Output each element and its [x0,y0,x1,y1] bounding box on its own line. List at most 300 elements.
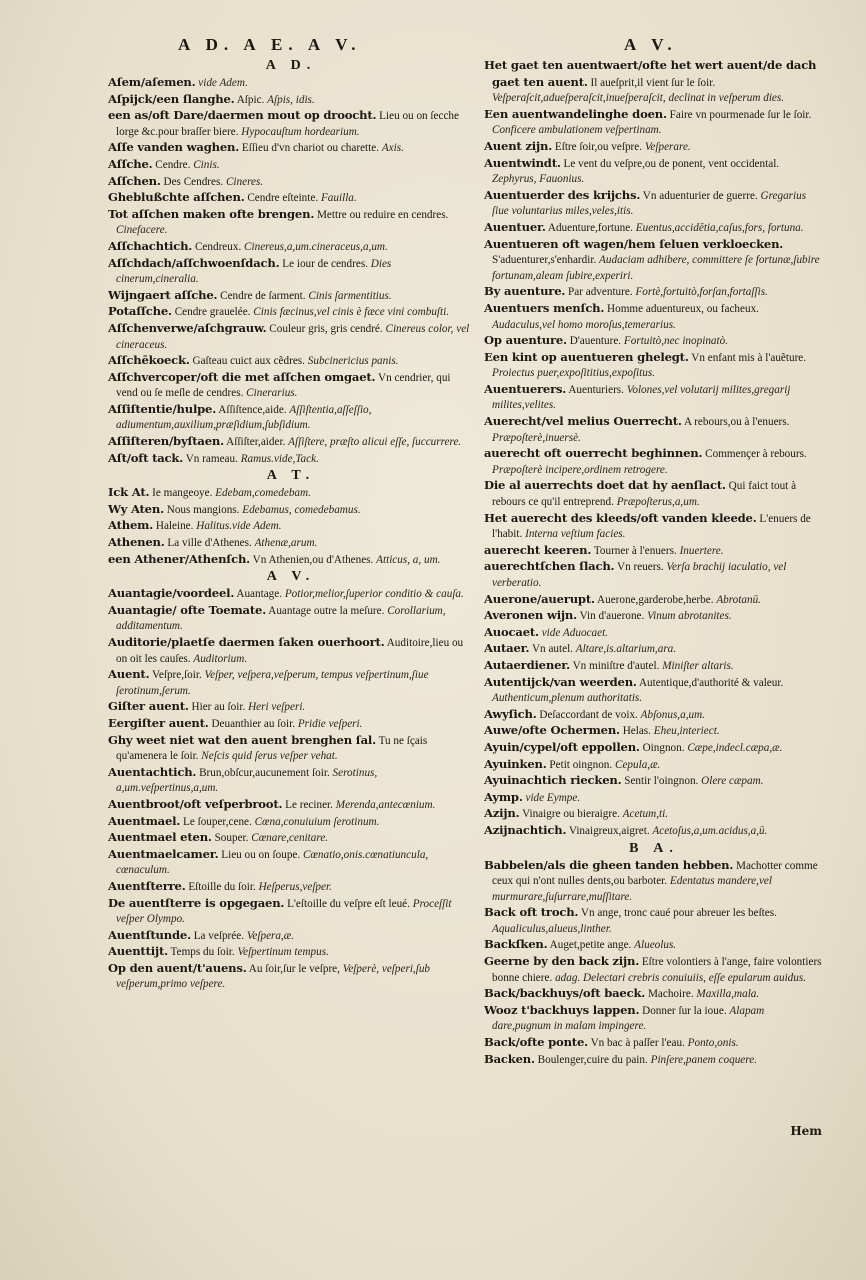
entry-headword: Back/backhuys/oft baeck. [484,986,646,1001]
entry-latin: Præpoſterè,inuersè. [492,431,581,444]
entry-latin: Verſa brachij iaculatio, vel verberatio. [492,561,787,589]
dictionary-entry [484,333,824,350]
dictionary-entry [108,518,474,535]
entry-french: Auantage. [236,588,283,601]
entry-latin: Pridie veſperi. [297,717,363,730]
entry-headword: Auentachtich. [108,764,197,779]
entry-french: Lieu ou on ſecche lorge &c.pour braſſer biere. [116,110,459,138]
entry-headword: Auwe/ofte Ochermen. [484,723,620,738]
dictionary-entry [484,905,824,937]
dictionary-entry [484,625,824,642]
entry-french: Gaſteau cuict aux cẽdres. [192,355,305,368]
entry-latin: Atticus, a, um. [376,553,441,566]
entry-french: Auenturiers. [568,383,624,396]
entry-latin: Aſſiſtentia,aſſeſſio, adiumentum,auxilium,præſidium,ſubſidium. [116,403,372,432]
entry-french: Vn rameau. [185,452,238,465]
dictionary-entry [108,239,474,256]
dictionary-entry [108,928,474,945]
entry-latin: Cinefacere. [116,224,168,237]
entry-latin: Cæpe,indecl.cæpa,æ. [687,741,783,754]
entry-french: Tu ne ſçais qu'amenera le ſoir. [116,734,428,763]
entry-latin: Veſperè, veſperi,ſub veſperum,primo veſpere. [116,962,431,991]
entry-headword: Aſſchenverwe/aſchgrauw. [108,320,267,335]
dictionary-entry [108,502,474,519]
dictionary-entry [108,92,474,109]
dictionary-entry [108,552,474,569]
entry-french: Nous mangions. [166,503,240,516]
entry-latin: Cinis. [193,158,220,171]
entry-headword: Auocaet. [484,624,539,639]
dictionary-entry [108,961,474,993]
dictionary-entry [108,944,474,961]
entry-headword: Auentuerder des krijchs. [484,187,641,202]
entry-headword: Potaſſche. [108,304,172,319]
entry-latin: Veſper, veſpera,veſperum, tempus veſpertinum,ſiue ſerotinum,ſerum. [116,669,429,697]
entry-headword: Auentwindt. [484,155,561,170]
entry-french: Vn ange, tronc caué pour abreuer les beſtes. [580,907,777,920]
entry-headword: Auentſtunde. [108,927,191,942]
entry-latin: Cinerarius. [246,387,298,400]
entry-latin: Audaculus,vel homo moroſus,temerarius. [492,318,676,331]
entry-french: Ie mangeoye. [152,487,213,500]
dictionary-entry [484,220,824,237]
entry-french: Petit oingnon. [549,758,613,771]
dictionary-entry [108,699,474,716]
entry-french: Autentique,d'authorité & valeur. [638,676,784,689]
entry-headword: Ayuin/cypel/oft eppollen. [484,739,640,754]
dictionary-entry [108,814,474,831]
entry-french: Le vent du veſpre,ou de ponent, vent occidental. [563,157,780,170]
entry-headword: Autaer. [484,641,530,656]
dictionary-entry [108,603,474,635]
entry-french: Cendreux. [194,240,242,253]
entry-headword: Aſpijck/een ſlanghe. [108,91,235,106]
entry-french: Par adventure. [568,286,633,299]
entry-latin: Authenticum,plenum authoritatis. [492,692,643,705]
dictionary-entry [484,1052,824,1069]
entry-headword: Aſem/aſemen. [108,75,196,89]
entry-headword: Die al auerrechts doet dat hy aenſlact. [484,478,726,493]
dictionary-entry [484,658,824,675]
entry-headword: Auditorie/plaetſe daermen ſaken ouerhoort. [108,635,385,649]
dictionary-entry [484,937,824,954]
entry-latin: Alueolus. [634,939,677,952]
dictionary-entry [484,1003,824,1035]
entry-latin: Vinum abrotanites. [647,610,732,623]
entry-headword: auerechtſchen ſlach. [484,559,615,574]
entry-french: Tourner à l'enuers. [593,544,677,557]
entry-latin: Edebam,comedebam. [215,487,311,500]
entry-headword: Backſken. [484,937,548,952]
entry-latin: Aqualiculus,alueus,linther. [492,922,612,935]
entry-latin: Conficere ambulationem veſpertinam. [492,124,662,137]
dictionary-entry [484,301,824,333]
entry-latin: Præpoſterè incipere,ordinem retrogere. [492,463,668,476]
entry-french: Homme aduentureux, ou facheux. [607,302,759,315]
right-running-header: A V. [624,35,678,54]
dictionary-entry [484,446,824,478]
entry-latin: Cœna,conuiuium ſerotinum. [254,815,380,828]
dictionary-entry [108,635,474,667]
entry-headword: een Athener/Athenſch. [108,551,251,566]
entry-french: Auget,petite ange. [549,939,632,952]
entry-french: Souper. [214,832,249,845]
dictionary-entry [484,806,824,823]
entry-headword: Eergiſter auent. [108,715,209,730]
entry-french: D'auenture. [569,335,622,348]
entry-french: Auerone,garderobe,herbe. [597,593,714,606]
dictionary-entry [484,723,824,740]
entry-headword: Het gaet ten auentwaert/ofte het wert auent/de dach gaet ten auent. [484,58,817,89]
entry-latin: Aſpis, idis. [267,93,315,106]
entry-french: Haleine. [155,520,194,533]
entry-headword: Babbelen/als die gheen tanden hebben. [484,857,734,872]
entry-latin: Hypocauſtum hordearium. [241,125,360,138]
entry-latin: Maxilla,mala. [696,988,760,1001]
entry-headword: Wy Aten. [108,501,164,516]
entry-latin: Altare,is.altarium,ara. [575,643,677,656]
entry-headword: auerecht keeren. [484,542,592,557]
entry-french: Vn Athenien,ou d'Athenes. [252,553,374,566]
dictionary-entry [108,896,474,928]
dictionary-entry [484,284,824,301]
dictionary-entry [108,765,474,797]
entry-headword: Het auerecht des kleeds/oft vanden kleede. [484,510,757,525]
entry-latin: Edentatus mandere,vel murmurare,ſuſurrare,muſſitare. [492,875,772,903]
entry-french: Temps du ſoir. [170,946,235,959]
entry-french: Deſaccordant de voix. [539,708,638,721]
entry-french: Cendre grauelée. [174,306,251,319]
entry-french: Cendre eſteinte. [247,192,319,205]
section-heading: A D. [265,58,317,73]
entry-latin: Merenda,antecœnium. [335,798,436,811]
entry-headword: By auenture. [484,284,566,299]
dictionary-entry [484,414,824,446]
entry-french: Eſſieu d'vn chariot ou charette. [241,142,380,155]
entry-french: L'enuers de l'habit. [492,512,811,541]
dictionary-entry [484,543,824,560]
entry-headword: Aſſchen. [108,173,161,188]
dictionary-entry [484,641,824,658]
entry-headword: Azijnachtich. [484,822,567,837]
entry-latin: Cœnare,cenitare. [251,832,329,845]
entry-latin: Gregarius ſiue voluntarius miles,veles,itis. [492,189,807,218]
entry-latin: Halitus.vide Adem. [196,520,282,533]
right-column-body [484,58,824,840]
entry-latin: Cinis ſarmentitius. [308,289,392,302]
dictionary-entry [484,592,824,609]
entry-french: Le reciner. [285,798,333,811]
entry-french: Cendre. [155,158,191,171]
dictionary-entry [108,140,474,157]
left-column [108,34,474,1180]
dictionary-entry [108,75,474,92]
entry-latin: Ramus.vide,Tack. [240,452,319,465]
entry-french: Vinaigre ou bieraigre. [522,808,620,821]
entry-headword: Aſſchdach/aſſchwoenſdach. [108,255,280,270]
entry-french: Vn miniſtre d'autel. [572,659,660,672]
entry-latin: adag. Delectari crebris conuiuiis, eſſe epularum auidus. [555,971,807,984]
entry-latin: Edebamus, comedebamus. [242,503,361,516]
entry-french: Aſſiſter,aider. [226,436,286,449]
dictionary-entry [108,157,474,174]
entry-latin: Ponto,onis. [687,1037,739,1050]
entry-french: Cendre de ſarment. [220,289,306,302]
dictionary-entry [484,237,824,285]
entry-latin: Alapam dare,pugnum in malam impingere. [492,1004,765,1033]
entry-headword: Ghy weet niet wat den auent brenghen ſal. [108,732,376,747]
dictionary-entry [484,511,824,543]
entry-french: Aduenture,fortune. [547,221,633,234]
entry-latin: Zephyrus, Fauonius. [492,173,585,186]
dictionary-entry [484,478,824,510]
dictionary-entry [484,188,824,220]
entry-french: Vn cendrier, qui vend ou ſe meſle de cendres. [116,371,451,400]
dictionary-entry [108,667,474,699]
entry-headword: Awyſich. [484,706,537,721]
dictionary-entry [108,370,474,402]
entry-french: Helas. [622,725,651,738]
entry-latin: Potior,melior,ſuperior conditio & cauſa. [284,588,464,601]
entry-latin: Proiectus puer,expoſititius,expoſitus. [492,367,656,380]
entry-latin: Acetum,ti. [622,808,669,821]
entry-latin: Proceſſit veſper Olympo. [116,897,452,926]
entry-headword: Gheblußchte aſſchen. [108,190,245,205]
entry-latin: Cœnatio,onis.cœnatiuncula, cœnaculum. [116,848,429,877]
dictionary-entry [108,288,474,305]
entry-headword: Aſſiſteren/byſtaen. [108,434,224,449]
entry-french: S'aduenturer,s'enhardir. [492,254,597,267]
entry-headword: Auentmaelcamer. [108,846,219,861]
entry-french: Mettre ou reduire en cendres. [316,208,449,221]
dictionary-entry [108,586,474,603]
dictionary-entry [108,535,474,552]
entry-french: Eſtre ſoir,ou veſpre. [554,140,643,153]
entry-headword: Back oft troch. [484,905,579,920]
entry-latin: Pinſere,panem coquere. [650,1053,757,1066]
entry-headword: Aſſche. [108,156,153,171]
entry-french: Vinaigreux,aigret. [568,824,650,837]
entry-headword: Op den auent/t'auens. [108,960,247,975]
entry-french: Vn aduenturier de guerre. [642,189,758,202]
entry-latin: Subcinericius panis. [307,355,399,368]
dictionary-entry [108,830,474,847]
entry-french: Couleur gris, gris cendré. [269,322,383,335]
dictionary-entry [108,434,474,451]
entry-french: Vn enfant mis à l'auẽture. [691,351,807,364]
entry-headword: Aſſchachtich. [108,238,193,253]
dictionary-entry [484,139,824,156]
entry-french: Lieu ou on ſoupe. [221,848,301,861]
dictionary-entry [108,353,474,370]
entry-headword: Auentmael eten. [108,830,212,845]
entry-latin: Eheu,interiect. [653,725,720,738]
entry-latin: Dies cinerum,cineralia. [116,257,392,286]
dictionary-entry [108,321,474,353]
entry-headword: Autentijck/van weerden. [484,674,637,689]
entry-french: A rebours,ou à l'enuers. [683,416,790,429]
entry-french: Aſſiſtence,aide. [218,403,287,416]
entry-headword: Auenttijt. [108,944,168,959]
entry-latin: vide Aduocaet. [541,626,608,639]
entry-french: Donner ſur la ioue. [642,1004,727,1017]
entry-latin: Euentus,accidētia,caſus,fors, fortuna. [635,221,804,234]
entry-headword: een as/oft Dare/daermen mout op droocht. [108,108,377,123]
dictionary-entry [484,382,824,414]
entry-latin: Interna veſtium facies. [525,528,626,541]
section-heading: A T. [266,468,316,484]
dictionary-entry [484,559,824,591]
dictionary-entry [108,174,474,191]
entry-latin: Abrotanū. [716,593,761,606]
entry-latin: Abſonus,a,um. [640,708,705,721]
entry-french: La ville d'Athenes. [167,537,252,550]
entry-latin: Cinereus color, vel cineraceus. [116,322,470,351]
entry-french: Qui faict tout à rebours ce qu'il entreprend. [492,480,797,509]
dictionary-entry [108,190,474,207]
dictionary-entry [484,823,824,840]
entry-french: Le ſouper,cene. [182,815,252,828]
right-column-body-b [484,858,824,1069]
entry-headword: Aſſchēkoeck. [108,353,190,368]
entry-headword: Aſſiſtentie/hulpe. [108,401,217,416]
entry-latin: Athenæ,arum. [254,537,318,550]
entry-french: La veſprée. [193,929,245,942]
entry-headword: Athem. [108,518,154,533]
entry-headword: Auerecht/vel melius Ouerrecht. [484,414,682,429]
entry-headword: Auentuers menſch. [484,300,605,315]
dictionary-entry [484,608,824,625]
entry-latin: Cepula,æ. [614,758,661,771]
entry-headword: Aſt/oft tack. [108,450,184,465]
entry-headword: auerecht oft ouerrecht beghinnen. [484,446,703,461]
entry-latin: Neſcis quid ſerus veſper vehat. [201,750,338,763]
entry-headword: Wijngaert aſſche. [108,287,218,302]
entry-latin: Olere cæpam. [701,775,764,788]
entry-headword: Aymp. [484,789,523,804]
entry-french: Au ſoir,ſur le veſpre, [248,962,340,975]
entry-french: Hier au ſoir. [191,701,246,714]
entry-headword: Back/ofte ponte. [484,1035,588,1050]
entry-headword: Giſter auent. [108,699,189,714]
entry-french: Vn bac à paſſer l'eau. [590,1037,685,1050]
entry-latin: Cinis fæcinus,vel cinis è fæce vini combuſti. [253,306,450,319]
dictionary-entry [108,402,474,434]
dictionary-entry [484,707,824,724]
entry-headword: Azijn. [484,806,520,821]
dictionary-entry [108,847,474,879]
dictionary-entry [108,304,474,321]
entry-latin: Cineres. [225,175,264,188]
entry-french: Deuanthier au ſoir. [211,717,296,730]
dictionary-entry [108,451,474,468]
entry-headword: Athenen. [108,535,165,550]
dictionary-entry [484,107,824,139]
entry-french: Boulenger,cuire du pain. [537,1053,648,1066]
right-column [484,34,824,1180]
entry-latin: vide Eympe. [525,791,581,804]
dictionary-entry [484,350,824,382]
dictionary-entry [484,156,824,188]
entry-headword: Aſſe vanden waghen. [108,140,240,155]
entry-headword: Wooz t'backhuys lappen. [484,1002,640,1017]
entry-latin: Miniſter altaris. [662,659,734,672]
dictionary-entry [108,108,474,140]
entry-headword: Averonen wijn. [484,608,577,623]
entry-latin: Axis. [381,142,404,155]
entry-french: Le iour de cendres. [282,257,368,270]
left-column-body [108,58,474,993]
left-running-header: A D. A E. A V. [178,35,362,54]
dictionary-entry [108,797,474,814]
dictionary-entry [484,954,824,986]
entry-latin: Veſpertinum tempus. [237,946,329,959]
entry-french: Vn autel. [531,643,573,656]
entry-headword: Auerone/auerupt. [484,591,595,606]
entry-latin: Cinereus,a,um.cineraceus,a,um. [244,240,388,253]
dictionary-entry [484,1035,824,1052]
entry-french: Il aueſprit,il vient ſur le ſoir. [590,76,716,89]
entry-headword: Auantagie/voordeel. [108,586,235,601]
entry-headword: Auentmael. [108,813,181,828]
entry-french: Commençer à rebours. [705,448,807,461]
entry-latin: Serotinus, a,um.veſpertinus,a,um. [116,766,378,795]
entry-latin: vide Adem. [198,77,248,89]
entry-french: L'eſtoille du veſpre eſt leué. [287,897,410,910]
dictionary-entry [484,986,824,1003]
entry-latin: Fortuitò,nec inopinatò. [623,335,729,348]
section-heading-ba: B A. [629,840,679,856]
entry-latin: Acetoſus,a,um.acidus,a,ū. [652,824,768,837]
entry-latin: Heſperus,veſper. [258,880,332,893]
entry-headword: Auentſterre. [108,878,186,893]
dictionary-entry [108,485,474,502]
entry-latin: Audaciam adhibere, committere ſe fortunæ,ſubire fortunam,aleam ſubire,experiri. [492,254,820,282]
entry-headword: Ayuinachtich riecken. [484,773,622,788]
entry-french: Brun,obſcur,aucunement ſoir. [199,766,330,779]
dictionary-entry [484,858,824,906]
dictionary-entry [484,790,824,807]
entry-headword: Aſſchvercoper/oft die met aſſchen omgaet. [108,369,376,384]
dictionary-entry [108,879,474,896]
entry-french: Faire vn pourmenade ſur le ſoir. [669,108,812,121]
entry-french: Veſpre,ſoir. [152,669,202,682]
dictionary-entry [484,773,824,790]
entry-headword: De auentſterre is opgegaen. [108,895,285,910]
dictionary-entry [108,716,474,733]
entry-latin: Veſperaſcit,adueſperaſcit,inueſperaſcit, declinat in veſperum dies. [492,92,785,105]
entry-headword: Auentuerers. [484,381,567,396]
dictionary-entry [108,733,474,765]
entry-latin: Veſperare. [644,140,691,153]
catchword: Hem [790,1124,822,1138]
entry-headword: Auentueren oft wagen/hem ſeluen verkloecken. [484,236,784,251]
entry-latin: Veſpera,æ. [246,929,295,942]
entry-latin: Corollarium, additamentum. [116,604,446,633]
entry-french: Machoire. [647,988,694,1001]
entry-headword: Een kint op auentueren ghelegt. [484,349,689,364]
entry-headword: Autaerdiener. [484,657,570,672]
entry-french: Oingnon. [642,741,685,754]
entry-latin: Præpoſterus,a,um. [616,496,700,509]
entry-french: Sentir l'oingnon. [624,775,699,788]
entry-headword: Tot aſſchen maken ofte brengen. [108,206,315,221]
entry-french: Vn reuers. [617,561,664,574]
section-heading: A V. [266,569,316,585]
entry-latin: Aſſiſtere, præſto alicui eſſe, ſuccurrere. [288,436,462,449]
entry-headword: Backen. [484,1051,535,1066]
entry-latin: Volones,vel volutarij milites,gregarij milites,velites. [492,383,791,412]
